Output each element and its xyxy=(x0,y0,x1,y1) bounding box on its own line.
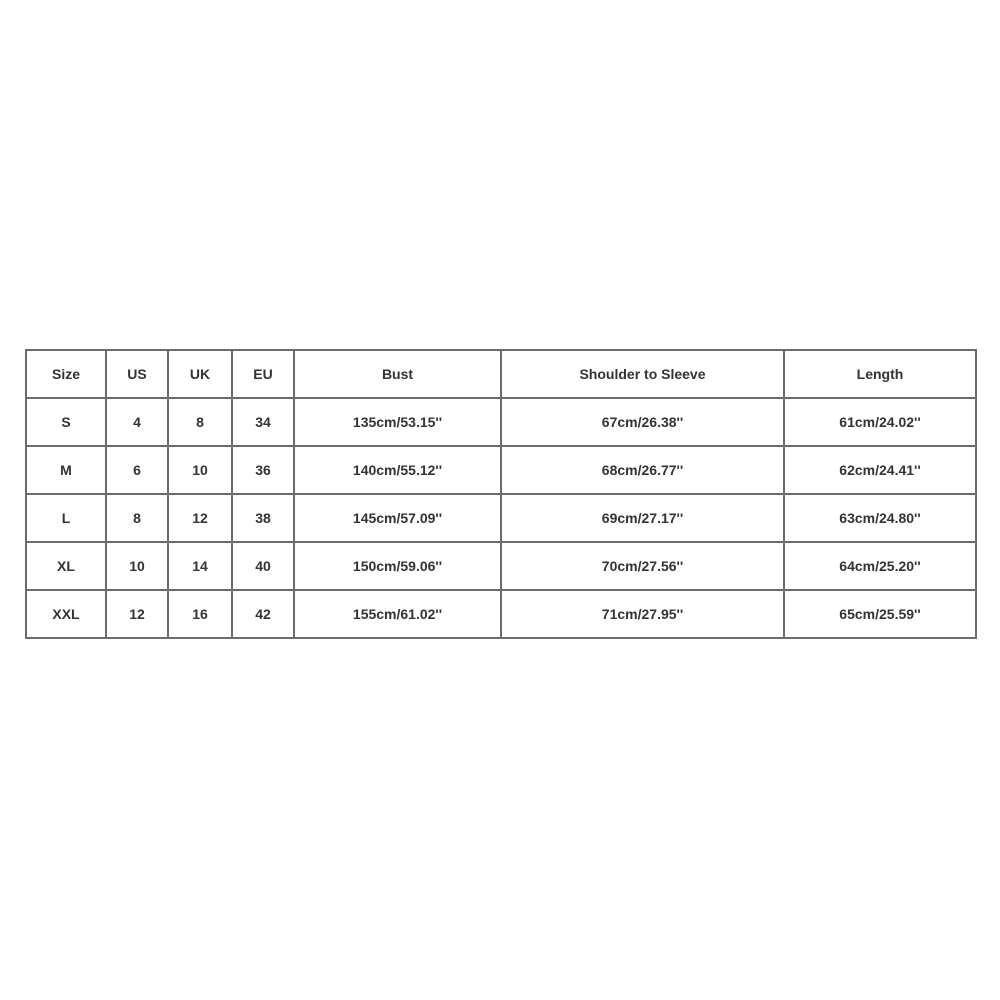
cell-size: M xyxy=(26,446,106,494)
header-us: US xyxy=(106,350,168,398)
cell-uk: 14 xyxy=(168,542,232,590)
cell-bust: 155cm/61.02'' xyxy=(294,590,501,638)
cell-size: XL xyxy=(26,542,106,590)
table-row xyxy=(26,398,976,446)
cell-us: 4 xyxy=(106,398,168,446)
header-row xyxy=(26,350,976,398)
cell-us: 8 xyxy=(106,494,168,542)
cell-bust: 150cm/59.06'' xyxy=(294,542,501,590)
header-uk: UK xyxy=(168,350,232,398)
header-shoulder-to-sleeve: Shoulder to Sleeve xyxy=(501,350,784,398)
cell-eu: 42 xyxy=(232,590,294,638)
cell-us: 10 xyxy=(106,542,168,590)
header-size: Size xyxy=(26,350,106,398)
header-eu: EU xyxy=(232,350,294,398)
cell-size: XXL xyxy=(26,590,106,638)
cell-bust: 145cm/57.09'' xyxy=(294,494,501,542)
cell-size: S xyxy=(26,398,106,446)
size-chart-table xyxy=(25,349,977,639)
cell-uk: 10 xyxy=(168,446,232,494)
header-length: Length xyxy=(784,350,976,398)
cell-length: 65cm/25.59'' xyxy=(784,590,976,638)
cell-us: 12 xyxy=(106,590,168,638)
cell-bust: 135cm/53.15'' xyxy=(294,398,501,446)
table-row xyxy=(26,542,976,590)
cell-length: 61cm/24.02'' xyxy=(784,398,976,446)
cell-uk: 16 xyxy=(168,590,232,638)
cell-length: 63cm/24.80'' xyxy=(784,494,976,542)
cell-shoulder-to-sleeve: 68cm/26.77'' xyxy=(501,446,784,494)
cell-shoulder-to-sleeve: 67cm/26.38'' xyxy=(501,398,784,446)
cell-uk: 12 xyxy=(168,494,232,542)
table-row xyxy=(26,590,976,638)
cell-length: 64cm/25.20'' xyxy=(784,542,976,590)
cell-uk: 8 xyxy=(168,398,232,446)
cell-size: L xyxy=(26,494,106,542)
cell-shoulder-to-sleeve: 69cm/27.17'' xyxy=(501,494,784,542)
cell-eu: 36 xyxy=(232,446,294,494)
cell-eu: 34 xyxy=(232,398,294,446)
header-bust: Bust xyxy=(294,350,501,398)
cell-length: 62cm/24.41'' xyxy=(784,446,976,494)
cell-eu: 40 xyxy=(232,542,294,590)
cell-us: 6 xyxy=(106,446,168,494)
table-row xyxy=(26,446,976,494)
cell-eu: 38 xyxy=(232,494,294,542)
cell-shoulder-to-sleeve: 71cm/27.95'' xyxy=(501,590,784,638)
table-row xyxy=(26,494,976,542)
cell-shoulder-to-sleeve: 70cm/27.56'' xyxy=(501,542,784,590)
cell-bust: 140cm/55.12'' xyxy=(294,446,501,494)
